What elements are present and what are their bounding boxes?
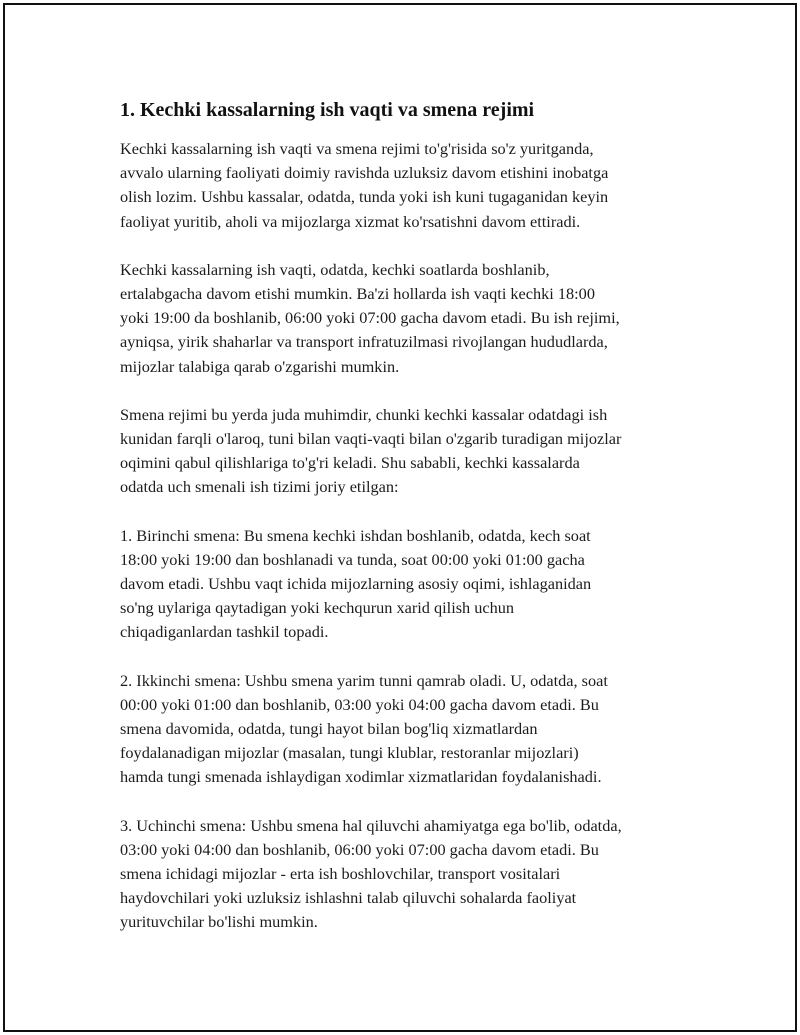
document-body bbox=[120, 95, 700, 959]
section-title: 1. Kechki kassalarning ish vaqti va smena rejimi bbox=[120, 99, 535, 121]
paragraph-intro: Kechki kassalarning ish vaqti va smena rejimi to'g'risida so'z yuritganda, avvalo ularning faoliyati doimiy ravishda uzluksiz davom etishini inobatga olish lozim. Ushbu kassalar, odatda, tunda yoki ish kuni tugaganidan keyin faoliyat yuritib, aholi va mijozlarga xizmat ko'rsatishni davom ettiradi. bbox=[120, 139, 609, 231]
paragraph-second-shift: 2. Ikkinchi smena: Ushbu smena yarim tunni qamrab oladi. U, odatda, soat 00:00 yoki 01:00 dan boshlanib, 03:00 yoki 04:00 gacha davom etadi. Bu smena davomida, odatda, tungi hayot bilan bog'liq xizmatlardan foydalanadigan mijozlar (masalan, tungi klublar, restoranlar mijozlari) hamda tungi smenada ishlaydigan xodimlar xizmatlaridan foydalanishadi. bbox=[120, 670, 608, 787]
paragraph-work-hours: Kechki kassalarning ish vaqti, odatda, kechki soatlarda boshlanib, ertalabgacha davom etishi mumkin. Ba'zi hollarda ish vaqti kechki 18:00 yoki 19:00 da boshlanib, 06:00 yoki 07:00 gacha davom etadi. Bu ish rejimi, ayniqsa, yirik shaharlar va transport infratuzilmasi rivojlangan hududlarda, mijozlar talabiga qarab o'zgarishi mumkin. bbox=[120, 259, 620, 376]
page-frame bbox=[3, 3, 797, 1032]
paragraph-first-shift: 1. Birinchi smena: Bu smena kechki ishdan boshlanib, odatda, kech soat 18:00 yoki 19:00 dan boshlanadi va tunda, soat 00:00 yoki 01:00 gacha davom etadi. Ushbu vaqt ichida mijozlarning asosiy oqimi, ishlaganidan so'ng uylariga qaytadigan yoki kechqurun xarid qilish uchun chiqadiganlardan tashkil topadi. bbox=[120, 525, 592, 642]
paragraph-third-shift: 3. Uchinchi smena: Ushbu smena hal qiluvchi ahamiyatga ega bo'lib, odatda, 03:00 yoki 04:00 dan boshlanib, 06:00 yoki 07:00 gacha davom etadi. Bu smena ichidagi mijozlar - erta ish boshlovchilar, transport vositalari haydovchilari yoki uzluksiz ishlashni talab qiluvchi sohalarda faoliyat yurituvchilar bo'lishi mumkin. bbox=[120, 815, 622, 932]
paragraph-shift-regime: Smena rejimi bu yerda juda muhimdir, chunki kechki kassalar odatdagi ish kunidan farqli o'laroq, tuni bilan vaqti-vaqti bilan o'zgarib turadigan mijozlar oqimini qabul qilishlariga to'g'ri keladi. Shu sababli, kechki kassalarda odatda uch smenali ish tizimi joriy etilgan: bbox=[120, 404, 622, 497]
